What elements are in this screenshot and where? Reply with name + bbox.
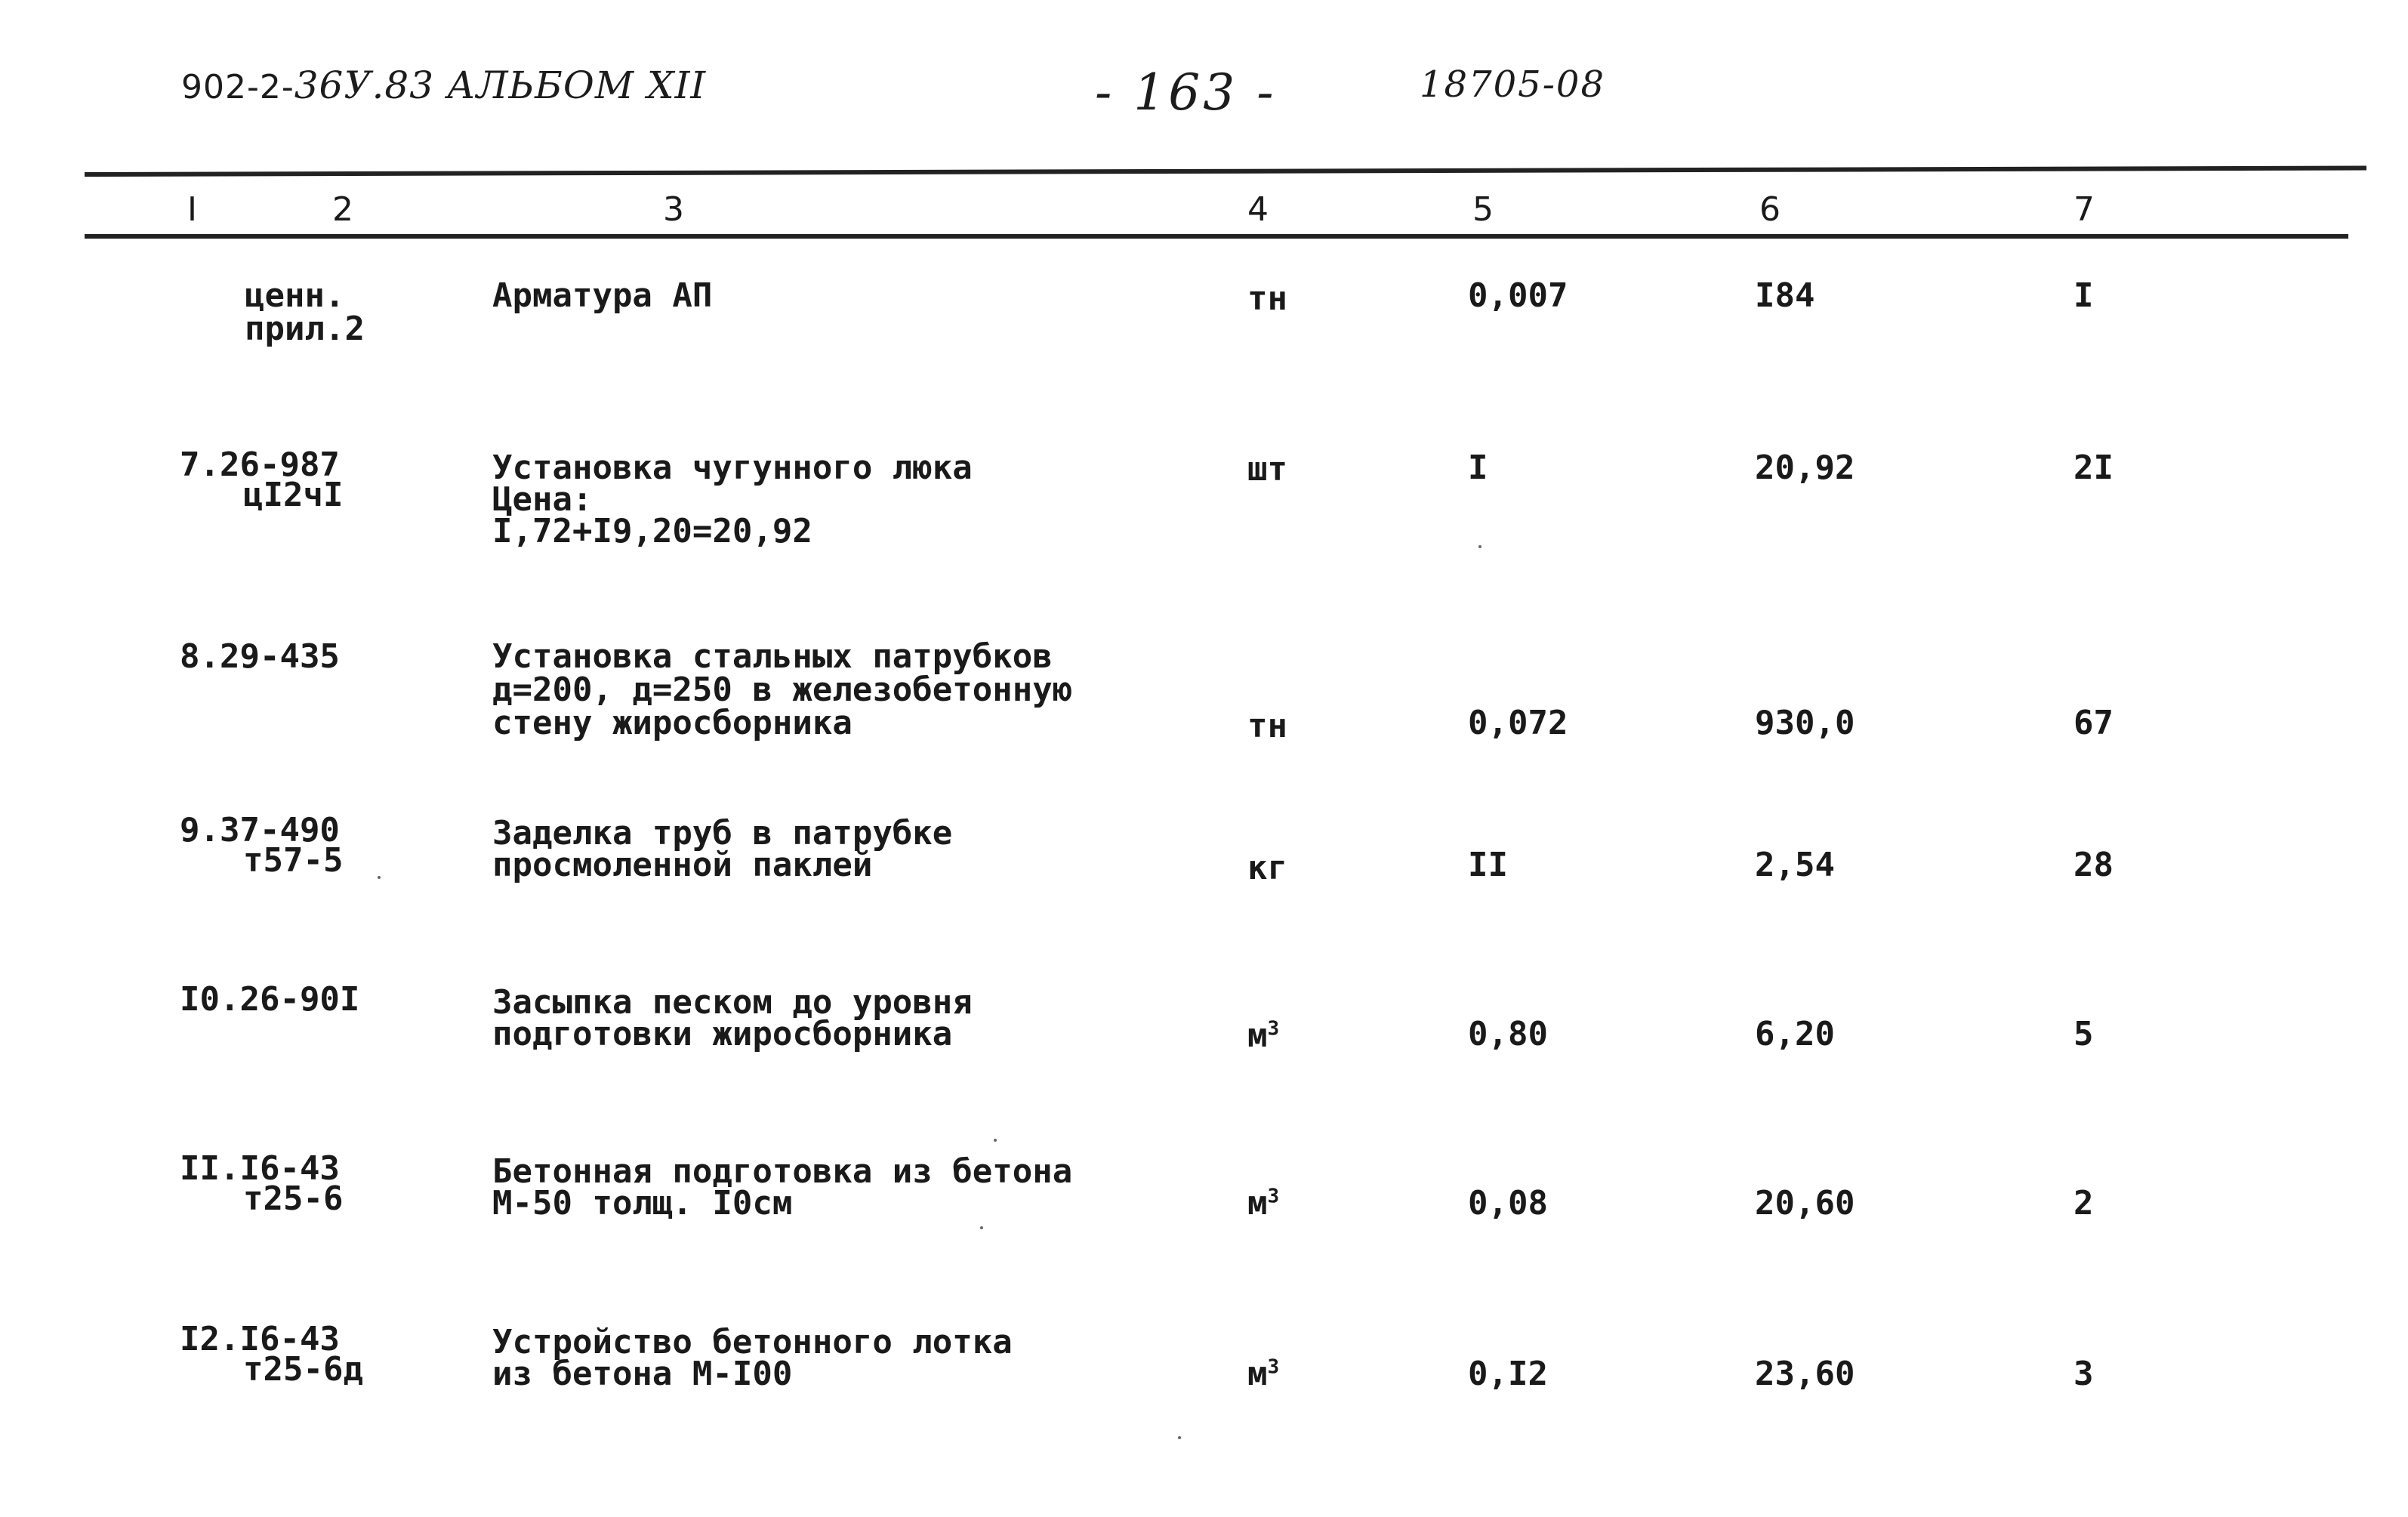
row-cost: 3	[2073, 1355, 2094, 1393]
row-description-line: Установка стальных патрубков	[492, 637, 1053, 676]
row-description-line: Устройство бетонного лотка	[492, 1323, 1013, 1361]
row-code: ценн.	[245, 276, 345, 315]
column-number-5: 5	[1472, 190, 1494, 229]
row-description-line: стену жиросборника	[492, 704, 853, 742]
row-unit: шт	[1247, 450, 1287, 489]
row-code: I0.26-90I	[180, 980, 360, 1019]
row-description-line: Бетонная подготовка из бетона	[492, 1152, 1073, 1191]
row-unit-exponent: 3	[1267, 1355, 1280, 1379]
row-unit-base: м	[1247, 1016, 1268, 1055]
document-code-handwritten: 36У.83 АЛЬБОМ XII	[294, 63, 707, 107]
document-code	[181, 63, 706, 107]
row-description-line: д=200, д=250 в железобетонную	[492, 671, 1073, 709]
row-unit-price: I84	[1755, 276, 1815, 315]
row-unit-base: м	[1247, 1355, 1268, 1393]
row-code-sub: т25-6д	[243, 1350, 363, 1389]
row-description-line: Засыпка песком до уровня	[492, 983, 973, 1022]
column-number-1: I	[187, 190, 197, 229]
scan-speck	[378, 876, 381, 879]
row-unit	[1247, 1016, 1280, 1055]
row-code: I2.I6-43	[180, 1320, 340, 1358]
row-description-line: Арматура АП	[492, 276, 713, 315]
scan-speck	[1178, 1436, 1181, 1439]
row-description-line: подготовки жиросборника	[492, 1015, 953, 1053]
row-unit-price: 20,92	[1755, 449, 1855, 487]
row-code: 7.26-987	[180, 446, 340, 484]
row-cost: 2	[2073, 1184, 2094, 1223]
row-unit: тн	[1247, 279, 1287, 318]
row-cost: 2I	[2073, 449, 2114, 487]
row-code-sub: т57-5	[243, 841, 344, 880]
row-cost: 5	[2073, 1015, 2094, 1053]
row-code: II.I6-43	[180, 1149, 340, 1188]
row-cost: 67	[2073, 704, 2114, 742]
row-code-sub: цI2чI	[243, 476, 344, 514]
row-description-line: М-50 толщ. I0см	[492, 1184, 793, 1223]
row-code-sub: т25-6	[243, 1179, 344, 1218]
row-quantity: 0,08	[1468, 1184, 1548, 1223]
row-quantity: 0,072	[1468, 704, 1568, 742]
scan-speck	[994, 1139, 997, 1142]
column-number-2: 2	[332, 190, 353, 229]
row-code: 8.29-435	[180, 637, 340, 676]
row-unit-price: 6,20	[1755, 1015, 1835, 1053]
row-unit-exponent: 3	[1267, 1017, 1280, 1041]
column-number-4: 4	[1247, 190, 1269, 229]
row-description-line: Установка чугунного люка	[492, 449, 973, 487]
table-top-rule	[85, 166, 2366, 177]
table-header-rule	[85, 234, 2348, 239]
row-cost: I	[2073, 276, 2094, 315]
column-number-7: 7	[2073, 190, 2095, 229]
row-description-line: Цена:	[492, 480, 593, 519]
column-number-6: 6	[1759, 190, 1781, 229]
row-quantity: 0,I2	[1468, 1355, 1548, 1393]
row-quantity: I	[1468, 449, 1488, 487]
row-unit-price: 930,0	[1755, 704, 1855, 742]
scan-speck	[980, 1226, 983, 1229]
row-cost: 28	[2073, 846, 2114, 884]
row-unit	[1247, 1184, 1280, 1223]
row-unit-price: 23,60	[1755, 1355, 1855, 1393]
row-description-line: из бетона М-I00	[492, 1355, 793, 1393]
row-description-line: просмоленной паклей	[492, 846, 873, 884]
row-unit-price: 2,54	[1755, 846, 1835, 884]
row-unit-price: 20,60	[1755, 1184, 1855, 1223]
row-quantity: 0,80	[1468, 1015, 1548, 1053]
document-code-printed: 902-2-	[181, 68, 294, 106]
reference-number: 18705-08	[1420, 63, 1605, 106]
row-code-sub: прил.2	[245, 310, 365, 348]
row-code: 9.37-490	[180, 811, 340, 849]
row-unit: кг	[1247, 849, 1287, 887]
row-unit-exponent: 3	[1267, 1185, 1280, 1208]
row-unit: тн	[1247, 707, 1287, 745]
column-number-3: 3	[663, 190, 684, 229]
row-description-line: Заделка труб в патрубке	[492, 814, 953, 853]
row-quantity: II	[1468, 846, 1508, 884]
row-description-line: I,72+I9,20=20,92	[492, 512, 812, 550]
row-quantity: 0,007	[1468, 276, 1568, 315]
scan-speck	[1478, 545, 1481, 548]
row-unit	[1247, 1355, 1280, 1393]
page-number: - 163 -	[1095, 63, 1277, 122]
row-unit-base: м	[1247, 1184, 1268, 1223]
